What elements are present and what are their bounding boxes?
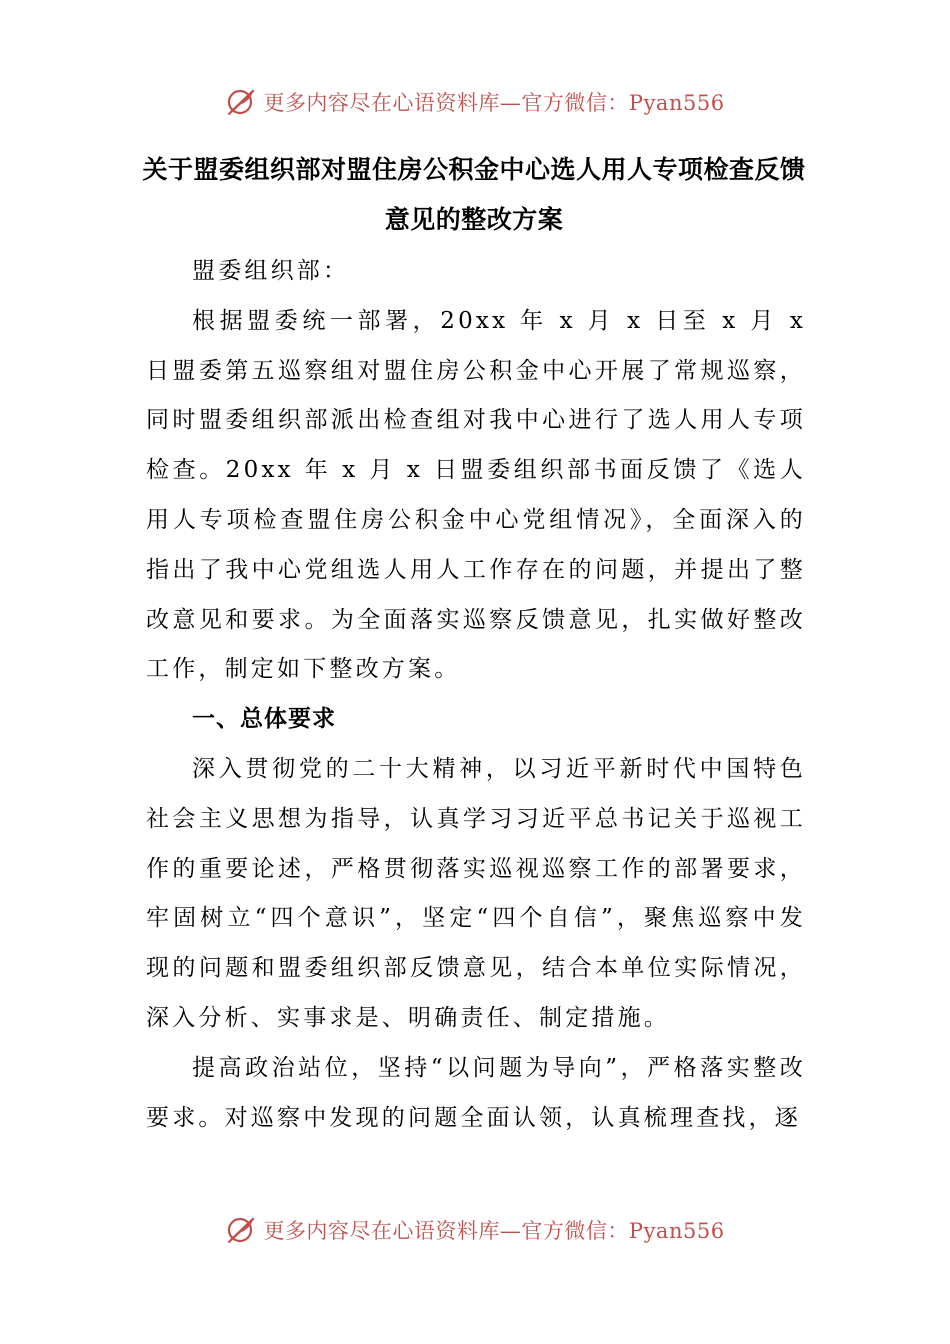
watermark-text: 更多内容尽在心语资料库—官方微信：Pyan556	[263, 1219, 725, 1243]
document-body	[142, 145, 806, 1143]
intro-paragraph: 根据盟委统一部署，20xx 年 x 月 x 日至 x 月 x 日盟委第五巡察组对盟住房公积金中心开展了常规巡察，同时盟委组织部派出检查组对我中心进行了选人用人专项检查。20xx 年 x 月 x 日盟委组织部书面反馈了《选人用人专项检查盟住房公积金中心党组情况》，全面深入的指出了我中心党组选人用人工作存在的问题，并提出了整改意见和要求。为全面落实巡察反馈意见，扎实做好整改工作，制定如下整改方案。	[146, 307, 806, 683]
watermark-banner-bottom	[0, 1210, 950, 1250]
watermark-text: 更多内容尽在心语资料库—官方微信：Pyan556	[263, 91, 725, 115]
feather-pen-icon	[225, 85, 259, 119]
section-1-paragraph-2: 提高政治站位，坚持“以问题为导向”，严格落实整改要求。对巡察中发现的问题全面认领，认真梳理查找，逐	[146, 1054, 806, 1131]
document-title: 关于盟委组织部对盟住房公积金中心选人用人专项检查反馈意见的整改方案	[142, 155, 806, 234]
salutation: 盟委组织部：	[192, 258, 350, 284]
watermark-banner-top	[0, 82, 950, 122]
feather-pen-icon	[225, 1213, 259, 1247]
section-1-paragraph-1: 深入贯彻党的二十大精神，以习近平新时代中国特色社会主义思想为指导，认真学习习近平总书记关于巡视工作的重要论述，严格贯彻落实巡视巡察工作的部署要求，牢固树立“四个意识”，坚定“四个自信”，聚焦巡察中发现的问题和盟委组织部反馈意见，结合本单位实际情况，深入分析、实事求是、明确责任、制定措施。	[146, 755, 806, 1031]
section-heading-general-requirements: 一、总体要求	[192, 706, 336, 733]
